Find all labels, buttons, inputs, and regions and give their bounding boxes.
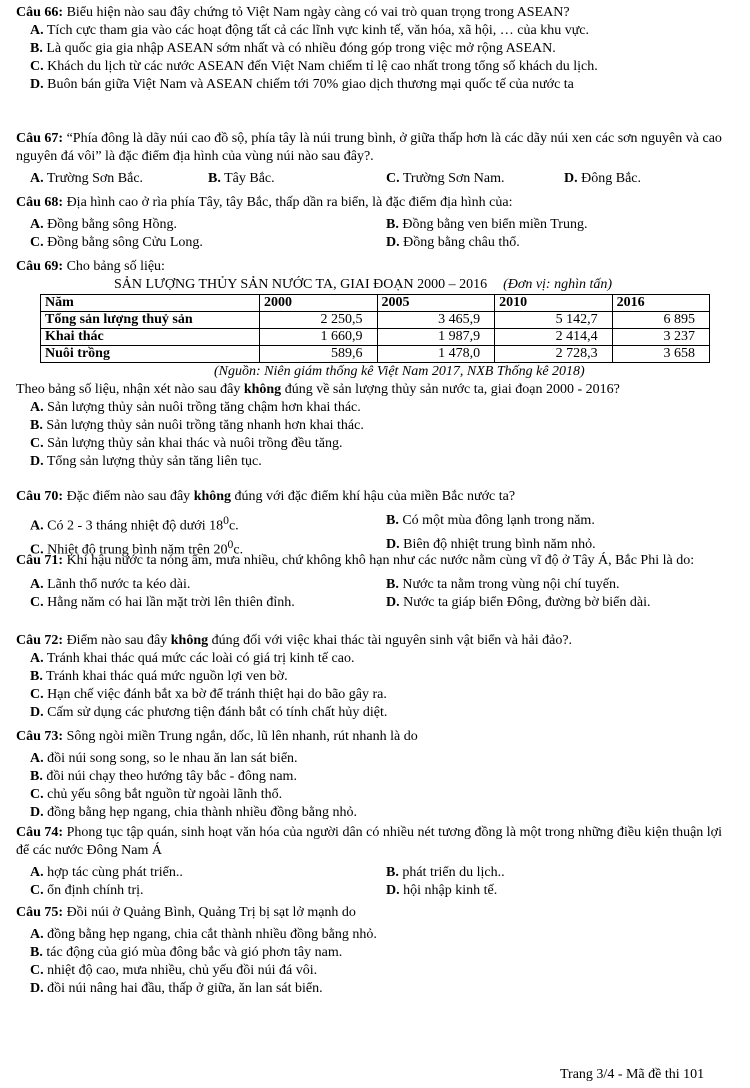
option-text: Là quốc gia gia nhập ASEAN sớm nhất và có nhiều đóng góp trong việc mở rộng ASEAN. <box>42 41 556 56</box>
option-c[interactable] <box>16 686 734 704</box>
option-letter: C. <box>30 963 44 978</box>
table-cell: 1 478,0 <box>377 346 495 363</box>
option-b[interactable] <box>386 864 505 882</box>
table-title-row <box>16 276 734 294</box>
question-72 <box>16 632 734 722</box>
option-c[interactable] <box>30 234 386 252</box>
question-73 <box>16 728 734 822</box>
table-header-cell: 2010 <box>495 295 613 312</box>
option-text: phát triển du lịch.. <box>398 865 505 880</box>
option-text: đồi núi nâng hai đầu, thấp ở giữa, ăn lan sát biển. <box>43 981 323 996</box>
option-letter: C. <box>386 171 400 186</box>
question-stem <box>16 194 734 212</box>
question-stem <box>16 488 734 506</box>
question-text: đúng với đặc điểm khí hậu của miền Bắc nước ta? <box>231 489 516 504</box>
option-text: Trường Sơn Bắc. <box>43 171 144 186</box>
option-d[interactable] <box>386 234 520 252</box>
question-74 <box>16 824 734 900</box>
option-text: c. <box>228 518 239 534</box>
question-66 <box>16 4 734 94</box>
option-text: Tích cực tham gia vào các hoạt động tất cả các lĩnh vực kinh tế, văn hóa, xã hội, … của khu vực. <box>43 23 589 38</box>
option-letter: A. <box>30 518 44 534</box>
table-row-label: Tổng sản lượng thuỷ sản <box>41 312 260 329</box>
option-text: đồi núi chạy theo hướng tây bắc - đông nam. <box>42 769 297 784</box>
option-text: Nước ta giáp biển Đông, đường bờ biển dài. <box>399 595 651 610</box>
question-number: Câu 68: <box>16 195 64 210</box>
option-text: c. <box>233 542 244 558</box>
option-a[interactable] <box>30 216 386 234</box>
option-text: Trường Sơn Nam. <box>399 171 505 186</box>
option-text: Buôn bán giữa Việt Nam và ASEAN chiếm tới 70% giao dịch thương mại quốc tế của nước ta <box>43 77 574 92</box>
question-number: Câu 74: <box>16 825 64 840</box>
option-letter: C. <box>30 542 44 558</box>
option-letter: A. <box>30 400 44 415</box>
option-letter: C. <box>30 687 44 702</box>
table-cell: 3 237 <box>612 329 709 346</box>
table-cell: 1 660,9 <box>260 329 378 346</box>
question-number: Câu 73: <box>16 729 64 744</box>
option-text: Tây Bắc. <box>220 171 275 186</box>
option-b[interactable] <box>16 944 734 962</box>
options-row <box>16 234 734 252</box>
option-letter: D. <box>386 595 400 610</box>
question-number: Câu 71: <box>16 553 64 568</box>
option-letter: D. <box>386 536 400 552</box>
option-letter: A. <box>30 865 44 880</box>
option-letter: C. <box>30 235 44 250</box>
option-b[interactable] <box>16 40 734 58</box>
question-text: Địa hình cao ở rìa phía Tây, tây Bắc, thấp dần ra biển, là đặc điểm địa hình của: <box>63 195 513 210</box>
option-a[interactable] <box>16 22 734 40</box>
table-cell: 3 658 <box>612 346 709 363</box>
option-text: Khách du lịch từ các nước ASEAN đến Việt Nam chiếm tỉ lệ cao nhất trong tổng số khách du lịch. <box>43 59 598 74</box>
question-68 <box>16 194 734 252</box>
degree-superscript: 0 <box>223 514 229 527</box>
option-b[interactable] <box>386 216 587 234</box>
option-b[interactable] <box>208 170 386 188</box>
option-letter: D. <box>386 235 400 250</box>
option-letter: B. <box>386 513 399 528</box>
option-text: đồng bằng hẹp ngang, chia cắt thành nhiều đồng bằng nhỏ. <box>43 927 377 942</box>
question-stem <box>16 904 734 922</box>
option-text: Lãnh thổ nước ta kéo dài. <box>43 577 191 592</box>
option-letter: D. <box>30 705 44 720</box>
option-d[interactable] <box>386 882 497 900</box>
option-letter: C. <box>30 787 44 802</box>
option-b[interactable] <box>386 512 595 536</box>
option-c[interactable] <box>16 435 734 453</box>
prompt-text: đúng về sản lượng thủy sản nước ta, giai đoạn 2000 - 2016? <box>281 382 620 397</box>
option-c[interactable] <box>16 58 734 76</box>
option-text: Sản lượng thủy sản khai thác và nuôi trồng đều tăng. <box>43 436 343 451</box>
option-text: Có 2 - 3 tháng nhiệt độ dưới 18 <box>43 518 224 534</box>
option-text: Có một mùa đông lạnh trong năm. <box>398 513 595 528</box>
option-d[interactable] <box>16 980 734 998</box>
option-text: tác động của gió mùa đông bắc và gió phơn tây nam. <box>42 945 343 960</box>
option-letter: B. <box>30 945 43 960</box>
option-d[interactable] <box>16 804 734 822</box>
options-row <box>16 576 734 594</box>
option-text: ổn định chính trị. <box>43 883 144 898</box>
option-letter: D. <box>386 883 400 898</box>
table-cell: 1 987,9 <box>377 329 495 346</box>
option-text: chủ yếu sông bắt nguồn từ ngoài lãnh thổ. <box>43 787 283 802</box>
option-b[interactable] <box>16 417 734 435</box>
option-letter: B. <box>208 171 221 186</box>
question-text: Cho bảng số liệu: <box>63 259 165 274</box>
question-text: “Phía đông là dãy núi cao đồ sộ, phía tây là núi trung bình, ở giữa thấp hơn là các dãy núi xen các sơn nguyên và cao nguyên đá vôi” là đặc điểm địa hình của vùng núi nào sau đây?. <box>16 131 722 164</box>
table-cell: 3 465,9 <box>377 312 495 329</box>
option-text: nhiệt độ cao, mưa nhiều, chủ yếu đồi núi đá vôi. <box>43 963 318 978</box>
option-letter: C. <box>30 59 44 74</box>
question-stem <box>16 632 734 650</box>
option-text: đồi núi song song, so le nhau ăn lan sát biển. <box>43 751 298 766</box>
question-67 <box>16 130 734 188</box>
option-a[interactable] <box>16 926 734 944</box>
option-letter: D. <box>30 805 44 820</box>
option-text: Đông Bắc. <box>577 171 642 186</box>
question-number: Câu 69: <box>16 259 64 274</box>
options-row <box>16 170 734 188</box>
question-number: Câu 66: <box>16 5 64 20</box>
table-cell: 6 895 <box>612 312 709 329</box>
options-row <box>16 864 734 882</box>
option-text: Nước ta nằm trong vùng nội chí tuyến. <box>398 577 620 592</box>
option-text: Tránh khai thác quá mức nguồn lợi ven bờ. <box>42 669 288 684</box>
question-number: Câu 72: <box>16 633 64 648</box>
option-text: Nhiệt độ trung bình năm trên 20 <box>43 542 228 558</box>
question-number: Câu 75: <box>16 905 64 920</box>
option-text: Sản lượng thủy sản nuôi trồng tăng nhanh hơn khai thác. <box>42 418 364 433</box>
option-letter: D. <box>30 454 44 469</box>
option-letter: B. <box>30 769 43 784</box>
table-cell: 589,6 <box>260 346 378 363</box>
option-text: Tổng sản lượng thủy sản tăng liên tục. <box>43 454 262 469</box>
question-stem <box>16 824 734 860</box>
option-text: đồng bằng hẹp ngang, chia thành nhiều đồng bằng nhỏ. <box>43 805 358 820</box>
option-letter: D. <box>564 171 578 186</box>
option-text: Đồng bằng sông Cửu Long. <box>43 235 203 250</box>
table-row <box>41 346 710 363</box>
prompt-text: Theo bảng số liệu, nhận xét nào sau đây <box>16 382 244 397</box>
options-row <box>16 216 734 234</box>
option-letter: D. <box>30 981 44 996</box>
question-text: Biểu hiện nào sau đây chứng tỏ Việt Nam ngày càng có vai trò quan trọng trong ASEAN? <box>63 5 570 20</box>
question-prompt <box>16 381 734 399</box>
table-cell: 2 728,3 <box>495 346 613 363</box>
question-69 <box>16 258 734 471</box>
option-letter: A. <box>30 927 44 942</box>
question-number: Câu 70: <box>16 489 64 504</box>
option-letter: B. <box>386 577 399 592</box>
table-cell: 5 142,7 <box>495 312 613 329</box>
question-text: Đặc điểm nào sau đây <box>63 489 194 504</box>
prompt-emphasis: không <box>243 382 282 397</box>
question-emphasis: không <box>193 489 232 504</box>
option-a[interactable] <box>16 750 734 768</box>
option-a[interactable] <box>16 399 734 417</box>
option-letter: B. <box>30 669 43 684</box>
question-stem <box>16 4 734 22</box>
option-b[interactable] <box>386 576 620 594</box>
option-c[interactable] <box>386 170 564 188</box>
question-70 <box>16 488 734 559</box>
option-text: Biên độ nhiệt trung bình năm nhỏ. <box>399 536 596 552</box>
option-c[interactable] <box>30 882 386 900</box>
page-footer: Trang 3/4 - Mã đề thi 101 <box>560 1067 705 1082</box>
option-letter: A. <box>30 651 44 666</box>
option-d[interactable] <box>386 594 650 612</box>
options-row <box>16 594 734 612</box>
options-row <box>16 512 734 536</box>
table-title: SẢN LƯỢNG THỦY SẢN NƯỚC TA, GIAI ĐOẠN 2000 – 2016 <box>114 277 488 292</box>
option-b[interactable] <box>16 768 734 786</box>
option-c[interactable] <box>30 594 386 612</box>
table-cell: 2 414,4 <box>495 329 613 346</box>
option-d[interactable] <box>564 170 641 188</box>
table-source: (Nguồn: Niên giám thống kê Việt Nam 2017, NXB Thống kê 2018) <box>214 364 585 379</box>
option-letter: C. <box>30 883 44 898</box>
table-row-label: Khai thác <box>41 329 260 346</box>
option-a[interactable] <box>30 512 386 536</box>
table-header-cell: 2005 <box>377 295 495 312</box>
option-letter: A. <box>30 217 44 232</box>
table-row <box>41 329 710 346</box>
option-d[interactable] <box>16 76 734 94</box>
option-d[interactable] <box>16 704 734 722</box>
option-letter: B. <box>30 418 43 433</box>
question-text: Điểm nào sau đây <box>63 633 171 648</box>
table-header-cell: Năm <box>41 295 260 312</box>
table-header-cell: 2016 <box>612 295 709 312</box>
data-table <box>40 294 710 363</box>
option-letter: C. <box>30 436 44 451</box>
question-stem <box>16 130 734 166</box>
option-letter: A. <box>30 171 44 186</box>
question-71 <box>16 552 734 612</box>
option-letter: B. <box>386 217 399 232</box>
option-a[interactable] <box>16 650 734 668</box>
option-text: hội nhập kinh tế. <box>399 883 498 898</box>
table-cell: 2 250,5 <box>260 312 378 329</box>
option-text: Đồng bằng châu thổ. <box>399 235 520 250</box>
option-text: Tránh khai thác quá mức các loài có giá trị kinh tế cao. <box>43 651 355 666</box>
option-b[interactable] <box>16 668 734 686</box>
option-letter: C. <box>30 595 44 610</box>
option-d[interactable] <box>16 453 734 471</box>
option-a[interactable] <box>30 576 386 594</box>
option-letter: B. <box>30 41 43 56</box>
option-text: Sản lượng thủy sản nuôi trồng tăng chậm hơn khai thác. <box>43 400 361 415</box>
question-number: Câu 67: <box>16 131 64 146</box>
question-stem <box>16 728 734 746</box>
table-row <box>41 312 710 329</box>
question-stem <box>16 258 734 276</box>
table-header-cell: 2000 <box>260 295 378 312</box>
degree-superscript: 0 <box>227 537 234 551</box>
option-a[interactable] <box>30 170 208 188</box>
option-text: Đồng bằng sông Hồng. <box>43 217 178 232</box>
option-letter: A. <box>30 577 44 592</box>
question-text: Khí hậu nước ta nóng ẩm, mưa nhiều, chứ không khô hạn như các nước nằm cùng vĩ độ ở Tây Á, Bắc Phi là do: <box>63 553 695 568</box>
question-text: đúng đối với việc khai thác tài nguyên sinh vật biển và hải đảo?. <box>208 633 573 648</box>
option-text: Hằng năm có hai lần mặt trời lên thiên đỉnh. <box>43 595 295 610</box>
option-text: hợp tác cùng phát triển.. <box>43 865 183 880</box>
table-unit: (Đơn vị: nghìn tấn) <box>503 277 613 292</box>
options-row <box>16 882 734 900</box>
option-letter: D. <box>30 77 44 92</box>
option-letter: B. <box>386 865 399 880</box>
option-text: Hạn chế việc đánh bắt xa bờ để tránh thiệt hại do bão gây ra. <box>43 687 387 702</box>
question-75 <box>16 904 734 998</box>
option-letter: A. <box>30 751 44 766</box>
table-row-label: Nuôi trồng <box>41 346 260 363</box>
option-text: Đồng bằng ven biển miền Trung. <box>398 217 588 232</box>
question-text: Đồi núi ở Quảng Bình, Quảng Trị bị sạt lở mạnh do <box>63 905 356 920</box>
question-stem <box>16 552 734 570</box>
option-text: Cấm sử dụng các phương tiện đánh bắt có tính chất hủy diệt. <box>43 705 388 720</box>
question-emphasis: không <box>170 633 209 648</box>
option-letter: A. <box>30 23 44 38</box>
option-a[interactable] <box>30 864 386 882</box>
table-header-row <box>41 295 710 312</box>
question-text: Phong tục tập quán, sinh hoạt văn hóa của người dân có nhiều nét tương đồng là một trong những điều kiện thuận lợi để các nước Đông Nam Á <box>16 825 722 858</box>
option-c[interactable] <box>16 962 734 980</box>
question-text: Sông ngòi miền Trung ngắn, dốc, lũ lên nhanh, rút nhanh là do <box>63 729 418 744</box>
option-c[interactable] <box>16 786 734 804</box>
